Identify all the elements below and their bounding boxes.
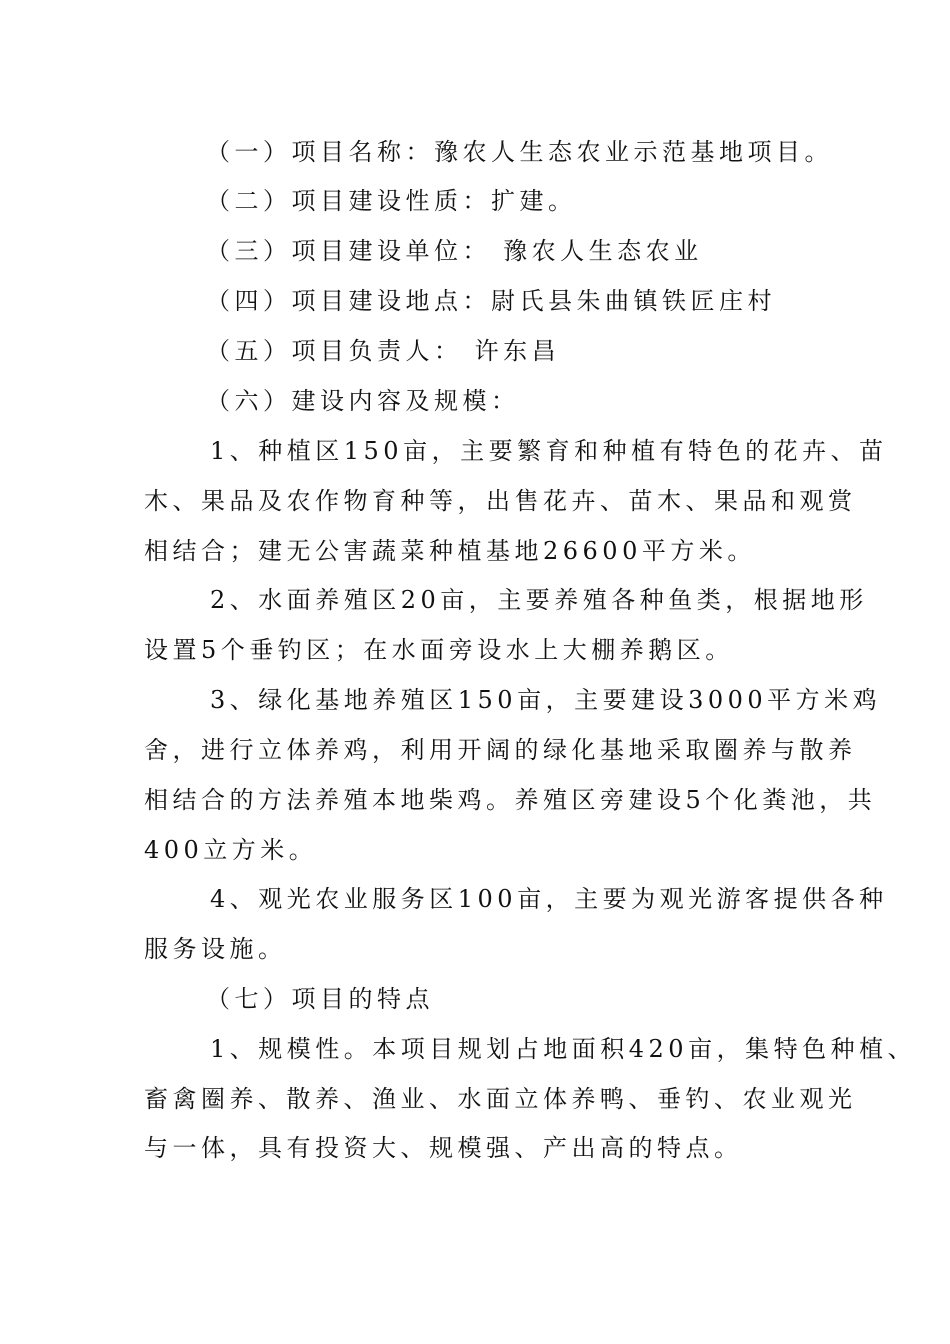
features-paragraph-1-line-3: 与一体，具有投资大、规模强、产出高的特点。 xyxy=(144,1134,743,1162)
item-project-leader: （五）项目负责人： 许东昌 xyxy=(206,337,561,365)
scope-paragraph-3-line-2: 舍，进行立体养鸡，利用开阔的绿化基地采取圈养与散养 xyxy=(144,736,857,764)
scope-paragraph-4-line-1: 4、观光农业服务区100亩，主要为观光游客提供各种 xyxy=(210,885,888,913)
item-construction-scope-heading: （六）建设内容及规模： xyxy=(206,387,520,415)
scope-paragraph-4-line-2: 服务设施。 xyxy=(144,935,287,963)
scope-paragraph-2-line-1: 2、水面养殖区20亩，主要养殖各种鱼类，根据地形 xyxy=(210,586,868,614)
scope-paragraph-3-line-4: 400立方米。 xyxy=(144,836,318,864)
features-paragraph-1-line-1: 1、规模性。本项目规划占地面积420亩，集特色种植、 xyxy=(210,1035,917,1063)
item-project-name: （一）项目名称：豫农人生态农业示范基地项目。 xyxy=(206,138,833,166)
item-project-features-heading: （七）项目的特点 xyxy=(206,985,434,1013)
item-project-nature: （二）项目建设性质：扩建。 xyxy=(206,187,577,215)
item-project-location: （四）项目建设地点：尉氏县朱曲镇铁匠庄村 xyxy=(206,287,776,315)
scope-paragraph-2-line-2: 设置5个垂钓区；在水面旁设水上大棚养鹅区。 xyxy=(144,636,734,664)
scope-paragraph-3-line-1: 3、绿化基地养殖区150亩，主要建设3000平方米鸡 xyxy=(210,686,882,714)
scope-paragraph-3-line-3: 相结合的方法养殖本地柴鸡。养殖区旁建设5个化粪池，共 xyxy=(144,786,877,814)
features-paragraph-1-line-2: 畜禽圈养、散养、渔业、水面立体养鸭、垂钓、农业观光 xyxy=(144,1085,857,1113)
scope-paragraph-1-line-2: 木、果品及农作物育种等，出售花卉、苗木、果品和观赏 xyxy=(144,487,857,515)
scope-paragraph-1-line-1: 1、种植区150亩，主要繁育和种植有特色的花卉、苗 xyxy=(210,437,888,465)
item-project-unit: （三）项目建设单位： 豫农人生态农业 xyxy=(206,237,703,265)
scope-paragraph-1-line-3: 相结合；建无公害蔬菜种植基地26600平方米。 xyxy=(144,537,756,565)
